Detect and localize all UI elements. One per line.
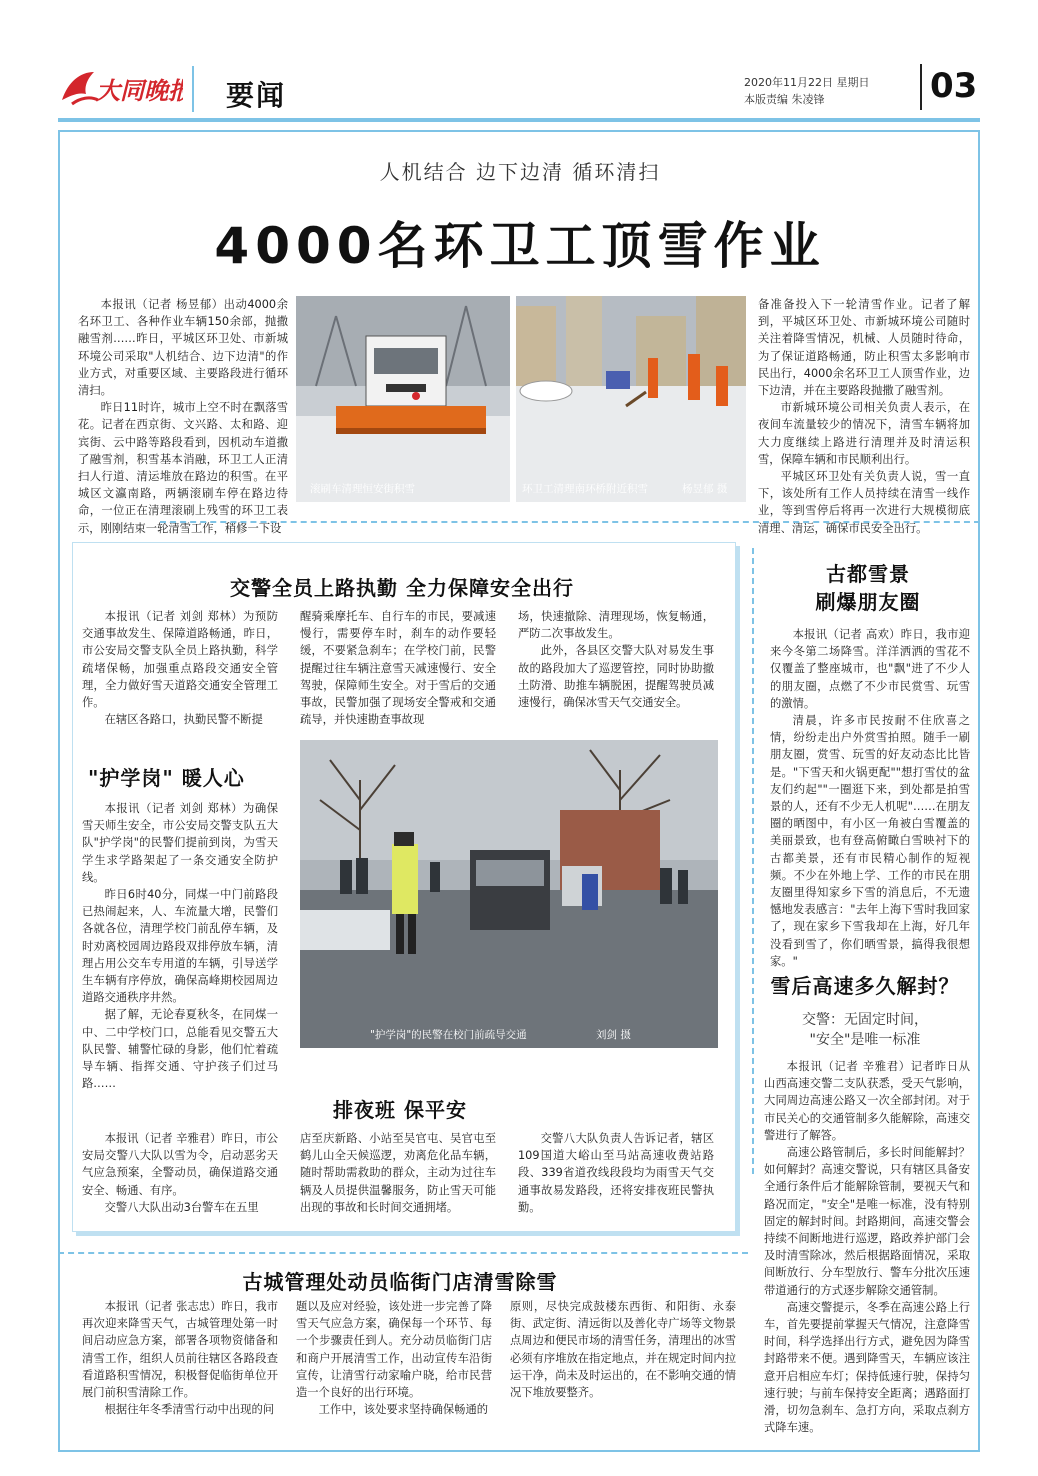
section-name: 要闻	[226, 79, 287, 112]
guard-title: "护学岗" 暖人心	[88, 766, 245, 790]
paragraph: 平城区环卫处有关负责人说，雪一直下，该处所有工作人员持续在清雪一线作业，等到雪停后将再一次进行大规模彻底清理、清运，确保市民安全出行。	[758, 470, 970, 535]
night-column-3	[518, 1130, 714, 1216]
traffic-title: 交警全员上路执勤 全力保障安全出行	[230, 576, 574, 600]
dashed-divider	[160, 521, 980, 523]
paragraph: 本报讯（记者 高欢）昨日，我市迎来今冬第二场降雪。洋洋洒洒的雪花不仅覆盖了整座城市，也"飘"进了不少人的朋友圈，点燃了不少市民赏雪、玩雪的激情。	[770, 628, 970, 710]
header-rule	[58, 118, 980, 122]
paragraph: 高速交警提示，冬季在高速公路上行车，首先要提前掌握天气情况，注意降雪时间，科学选择出行方式，避免因为降雪封路带来不便。遇到降雪天，车辆应该注意开启相应车灯；保持低速行驶，保持匀速行驶；与前车保持安全距离；遇路面打滑，切勿急刹车、急打方向，采取点刹方式降车速。	[764, 1300, 970, 1435]
gucheng-title: 古城管理处动员临街门店清雪除雪	[242, 1270, 558, 1294]
header-divider	[192, 66, 194, 112]
traffic-column-2	[300, 608, 496, 728]
issue-info	[744, 74, 870, 108]
paragraph: 醒骑乘摩托车、自行车的市民，要减速慢行，需要停车时，刹车的动作要轻缓，不要紧急刹车；在学校门前，民警提醒过往车辆注意雪天减速慢行、安全驾驶，保障师生安全。对于雪后的交通事故，民警加强了现场安全警戒和交通疏导，并快速勘查事故现	[300, 610, 496, 727]
paragraph: 昨日6时40分，同煤一中门前路段已热闹起来，人、车流量大增，民警们各就各位，清理学校门前乱停车辆，及时劝离校园周边路段双排停放车辆，清理占用公交车专用道的车辆，引导送学生车辆有序停放，确保高峰期校园周边道路交通秩序井然。	[82, 888, 278, 1005]
photo-snow-sweeper	[296, 296, 510, 502]
ancient-text	[770, 626, 970, 970]
highway-subtitle	[760, 1010, 970, 1050]
paragraph: 根据往年冬季清雪行动中出现的问	[104, 1403, 275, 1417]
paragraph: 本报讯（记者 辛雅君）记者昨日从山西高速交警二支队获悉，受天气影响，大同周边高速公路又一次全部封闭。对于市民关心的交通管制多久能解除，高速交警进行了解答。	[764, 1060, 970, 1142]
paragraph: 题以及应对经验，该处进一步完善了降雪天气应急方案，确保每一个环节、每一个步骤责任到人。充分动员临街门店和商户开展清雪工作，出动宣传车沿街宣传，让清雪行动家喻户晓，给市民营造一个良好的出行环境。	[296, 1300, 492, 1400]
paragraph: 据了解，无论春夏秋冬，在同煤一中、二中学校门口，总能看见交警五大队民警、辅警忙碌的身影，他们忙着疏导车辆、指挥交通、守护孩子们过马路……	[82, 1008, 278, 1091]
photo-sanitation-workers	[516, 296, 746, 502]
masthead-logo	[58, 66, 183, 110]
paragraph: 清晨，许多市民按耐不住欣喜之情，纷纷走出户外赏雪拍照。随手一刷朋友圈，赏雪、玩雪的好友动态比比皆是。"下雪天和火锅更配""想打雪仗的盆友们约起""一圈逛下来，到处都是拍雪景的人，还有不少无人机呢"……在朋友圈的晒图中，有小区一角被白雪覆盖的美丽景致，也有登高俯瞰白雪映衬下的古都美景，还有市民精心制作的短视频。不少在外地上学、工作的市民在朋友圈里得知家乡下雪的消息后，不无遗憾地发表感言："去年上海下雪时我回家了，现在家乡下雪我却在上海，好几年没看到雪了，你们晒雪景，搞得我很想家。"	[770, 714, 970, 968]
page-number-divider	[920, 64, 922, 110]
ancient-title-line-2: 刷爆朋友圈	[815, 590, 921, 614]
issue-editor: 本版责编 朱凌锋	[744, 93, 825, 106]
photo-caption: 环卫工清理南环桥附近积雪	[522, 483, 648, 495]
paragraph: 交警八大队负责人告诉记者，辖区109国道大峪山至马站高速收费站路段、339省道孜线段段均为雨雪天气交通事故易发路段，还将安排夜班民警执勤。	[518, 1132, 714, 1214]
photo-credit: 杨昱郁 摄	[682, 483, 728, 495]
paragraph: 本报讯（记者 杨昱郁）出动4000余名环卫工、各种作业车辆150余部，抛撒融雪剂……昨日，平城区环卫处、市新城环境公司采取"人机结合、边下边清"的作业方式，对重要区域、主要路段进行循环清扫。	[78, 298, 288, 398]
paragraph: 店至庆新路、小站至吴官屯、吴官屯至鹤儿山全天候巡逻，劝离危化品车辆，随时帮助需救助的群众，主动为过往车辆及人员提供温馨服务，防止雪天可能出现的事故和长时间交通拥堵。	[300, 1132, 496, 1214]
paragraph: 本报讯（记者 辛雅君）昨日，市公安局交警八大队以雪为令，启动恶劣天气应急预案，全警动员，确保道路交通安全、畅通、有序。	[82, 1132, 278, 1197]
photo-traffic-police	[300, 740, 718, 1048]
paragraph: 本报讯（记者 刘剑 郑林）为预防交通事故发生、保障道路畅通，昨日，市公安局交警支队全员上路执勤，科学疏堵保畅，加强重点路段交通安全管理，全力做好雪天道路交通安全管理工作。	[82, 610, 278, 710]
paragraph: 场，快速撤除、清理现场，恢复畅通，严防二次事故发生。	[518, 610, 714, 641]
dashed-divider-vertical	[752, 548, 754, 1174]
highway-subtitle-line-1: 交警：无固定时间，	[802, 1012, 928, 1028]
highway-title: 雪后高速多久解封？	[770, 974, 960, 998]
lead-title: 4000名环卫工顶雪作业	[214, 217, 826, 275]
paragraph: 本报讯（记者 张志忠）昨日，我市再次迎来降雪天气，古城管理处第一时间启动应急方案，部署各项物资储备和清雪工作，组织人员前往辖区各路段查看道路积雪情况，积极督促临街单位开展门前积雪清除工作。	[82, 1300, 278, 1400]
ancient-title-line-1: 古都雪景	[826, 562, 910, 586]
night-column-1	[82, 1130, 278, 1216]
traffic-column-3	[518, 608, 714, 711]
paragraph: 交警八大队出动3台警车在五里	[104, 1200, 259, 1214]
traffic-column-1	[82, 608, 278, 728]
gucheng-column-1	[82, 1298, 278, 1418]
photo-caption: "护学岗"的民警在校门前疏导交通	[370, 1029, 527, 1041]
photo-credit: 刘剑 摄	[596, 1029, 631, 1041]
night-column-2	[300, 1130, 496, 1216]
ancient-title	[770, 560, 966, 616]
lead-column-1	[78, 296, 288, 537]
gucheng-column-3	[510, 1298, 736, 1401]
paragraph: 此外，各县区交警大队对易发生事故的路段加大了巡逻管控，同时协助撤土防滑、助推车辆脱困，提醒驾驶员减速慢行，确保冰雪天气交通安全。	[518, 644, 714, 710]
issue-date: 2020年11月22日 星期日	[744, 76, 870, 89]
paragraph: 市新城环境公司相关负责人表示，在夜间车流量较少的情况下，清雪车辆将加大力度继续上路进行清理并及时清运积雪，保障车辆和市民顺利出行。	[758, 401, 970, 466]
paragraph: 工作中，该处要求坚持确保畅通的	[318, 1403, 489, 1417]
lead-column-3	[758, 296, 970, 537]
paragraph: 在辖区各路口，执勤民警不断提	[104, 713, 263, 727]
photo-caption: 滚刷车清理恒安街积雪	[310, 483, 415, 495]
dashed-divider	[58, 1252, 748, 1254]
paragraph: 高速公路管制后，多长时间能解封？如何解封？高速交警说，只有辖区具备安全通行条件后才能解除管制，要视天气和路况而定，"安全"是唯一标准，没有特别固定的解封时间。封路期间，高速交警会持续不间断地进行巡逻，路政养护部门会及时清雪除冰，然后根据路面情况，采取间断放行、分车型放行、警车分批次压速带道通行的方式逐步解除交通管制。	[764, 1146, 970, 1297]
lead-subtitle: 人机结合 边下边清 循环清扫	[379, 160, 661, 184]
guard-text	[82, 800, 278, 1092]
logo-text: 大同晚报	[96, 76, 183, 105]
night-title: 排夜班 保平安	[333, 1098, 467, 1122]
paragraph: 昨日11时许，城市上空不时在飘落雪花。记者在西京街、文兴路、太和路、迎宾街、云中路等路段看到，因机动车道撒了融雪剂，积雪基本消融，环卫工人正清扫人行道、清运堆放在路边的积雪。在平城区文瀛南路，两辆滚刷车停在路边待命，一位正在清理滚刷上残雪的环卫工表示，刚刚结束一轮清雪工作，稍修一下设	[78, 401, 288, 535]
highway-text	[764, 1058, 970, 1436]
paragraph: 本报讯（记者 刘剑 郑林）为确保雪天师生安全，市公安局交警支队五大队"护学岗"的民警们提前到岗，为雪天学生求学路架起了一条交通安全防护线。	[82, 802, 278, 884]
highway-subtitle-line-2: "安全"是唯一标准	[809, 1032, 921, 1048]
paragraph: 原则，尽快完成鼓楼东西街、和阳街、永泰街、武定街、清远街以及善化寺广场等文物景点周边和便民市场的清雪任务，清理出的冰雪必须有序堆放在指定地点，并在规定时间内拉运干净，尚未及时运出的，在不影响交通的情况下堆放要整齐。	[510, 1300, 736, 1400]
paragraph: 备准备投入下一轮清雪作业。记者了解到，平城区环卫处、市新城环境公司随时关注着降雪情况，机械、人员随时待命，为了保证道路畅通，防止积雪太多影响市民出行，4000余名环卫工人顶雪作业，边下边清，并在主要路段抛撒了融雪剂。	[758, 298, 970, 398]
page-number: 03	[930, 66, 978, 106]
gucheng-column-2	[296, 1298, 492, 1418]
